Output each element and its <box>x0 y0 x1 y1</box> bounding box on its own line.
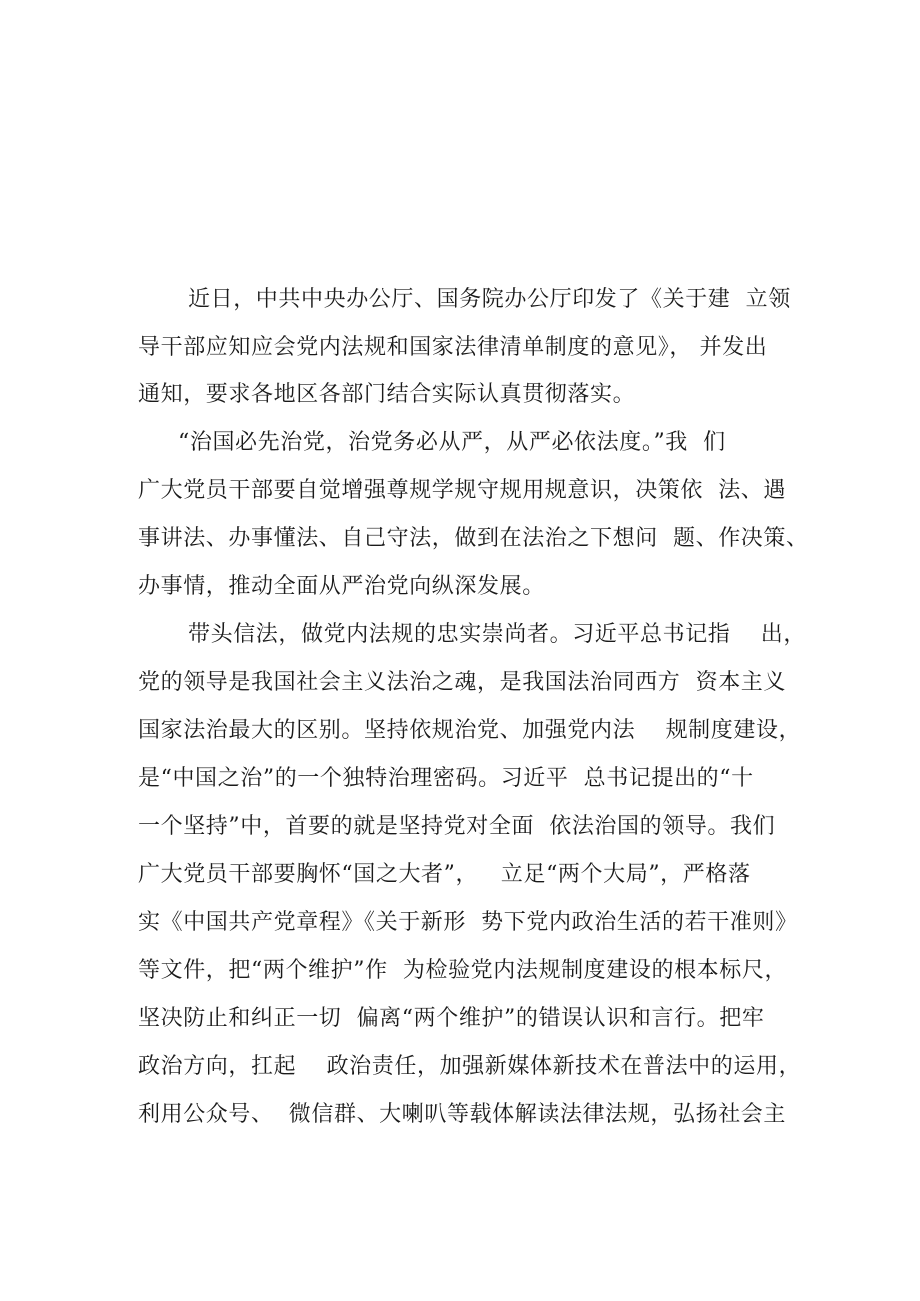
paragraph-2-line-1: “治国必先治党，治党务必从严，从严必依法度。”我 们 <box>178 430 726 455</box>
paragraph-1-line-2: 导干部应知应会党内法规和国家法律清单制度的意见》， 并发出 <box>138 335 768 360</box>
paragraph-2-line-3: 事讲法、办事懂法、自己守法，做到在法治之下想问 题、作决策、 <box>138 526 809 551</box>
paragraph-3-line-2: 党的领导是我国社会主义法治之魂，是我国法治同西方 资本主义 <box>138 670 786 695</box>
paragraph-3-line-5: 一个坚持”中，首要的就是坚持党对全面 依法治国的领导。我们 <box>138 814 776 839</box>
paragraph-1-line-1: 近日，中共中央办公厅、国务院办公厅印发了《关于建 立领 <box>188 287 791 312</box>
paragraph-3-line-4: 是“中国之治”的一个独特治理密码。习近平 总书记提出的“十 <box>138 766 754 791</box>
paragraph-3-line-3: 国家法治最大的区别。坚持依规治党、加强党内法 规制度建设， <box>138 718 802 743</box>
paragraph-3-line-6: 广大党员干部要胸怀“国之大者”， 立足“两个大局”，严格落 <box>138 862 751 887</box>
paragraph-3-line-1: 带头信法，做党内法规的忠实崇尚者。习近平总书记指 出， <box>188 622 806 647</box>
paragraph-3-line-7: 实《中国共产党章程》《关于新形 势下党内政治生活的若干准则》 <box>138 910 798 935</box>
paragraph-3-line-9: 坚决防止和纠正一切 偏离“两个维护”的错误认识和言行。把牢 <box>138 1006 765 1031</box>
paragraph-3-line-10: 政治方向，扛起 政治责任，加强新媒体新技术在普法中的运用， <box>138 1054 802 1079</box>
paragraph-2-line-4: 办事情，推动全面从严治党向纵深发展。 <box>138 574 545 599</box>
paragraph-3-line-11: 利用公众号、 微信群、大喇叭等载体解读法律法规，弘扬社会主 <box>138 1102 786 1127</box>
paragraph-1-line-3: 通知，要求各地区各部门结合实际认真贯彻落实。 <box>138 382 636 407</box>
paragraph-3-line-8: 等文件，把“两个维护”作 为检验党内法规制度建设的根本标尺， <box>138 958 788 983</box>
paragraph-2-line-2: 广大党员干部要自觉增强尊规学规守规用规意识，决策依 法、遇 <box>138 478 786 503</box>
